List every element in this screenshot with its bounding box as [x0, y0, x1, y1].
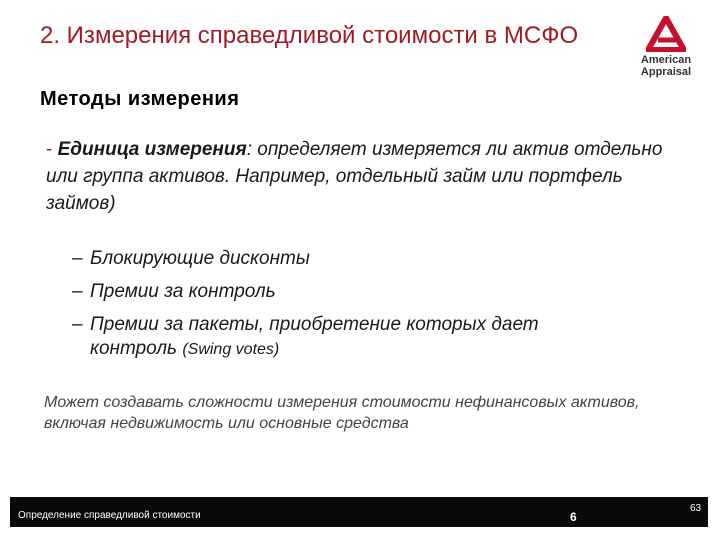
slide-title: 2. Измерения справедливой стоимости в МСФО [40, 22, 579, 49]
list-item [72, 275, 672, 308]
list-item-text: Премии за пакеты, приобретение которых дает [90, 314, 539, 335]
list-item-cont-text: контроль [90, 338, 178, 359]
list-bullet: – [72, 314, 83, 335]
footer-bar [10, 497, 708, 527]
company-logo [628, 16, 704, 86]
main-point [46, 136, 666, 217]
list-item [72, 242, 672, 275]
main-point-text: : определяет измеряется ли актив отдельно или группа активов. Например, отдельный займ или портфель займов) [46, 139, 663, 214]
slide-subtitle: Методы измерения [40, 88, 240, 110]
footer-label: Определение справедливой стоимости [18, 510, 201, 521]
list-bullet: – [72, 281, 83, 302]
list-item-text: Премии за контроль [90, 281, 276, 302]
footer-slide-number: 63 [690, 503, 702, 514]
note-text: Может создавать сложности измерения стоимости нефинансовых активов, включая недвижимость или основные средства [44, 394, 640, 432]
list-bullet: – [72, 248, 83, 269]
footer-page-number: 6 [570, 510, 577, 524]
list-item-text: Блокирующие дисконты [90, 248, 310, 269]
sub-item-list [72, 242, 672, 362]
logo-line-1: American [640, 54, 692, 66]
list-item-continuation [90, 337, 672, 362]
main-point-dash: - [46, 139, 53, 160]
triangle-a-logo-icon [646, 16, 686, 52]
list-item [72, 308, 672, 362]
logo-line-2: Appraisal [640, 66, 692, 78]
list-item-small-note: (Swing votes) [182, 341, 280, 358]
main-point-term: Единица измерения [57, 139, 247, 160]
